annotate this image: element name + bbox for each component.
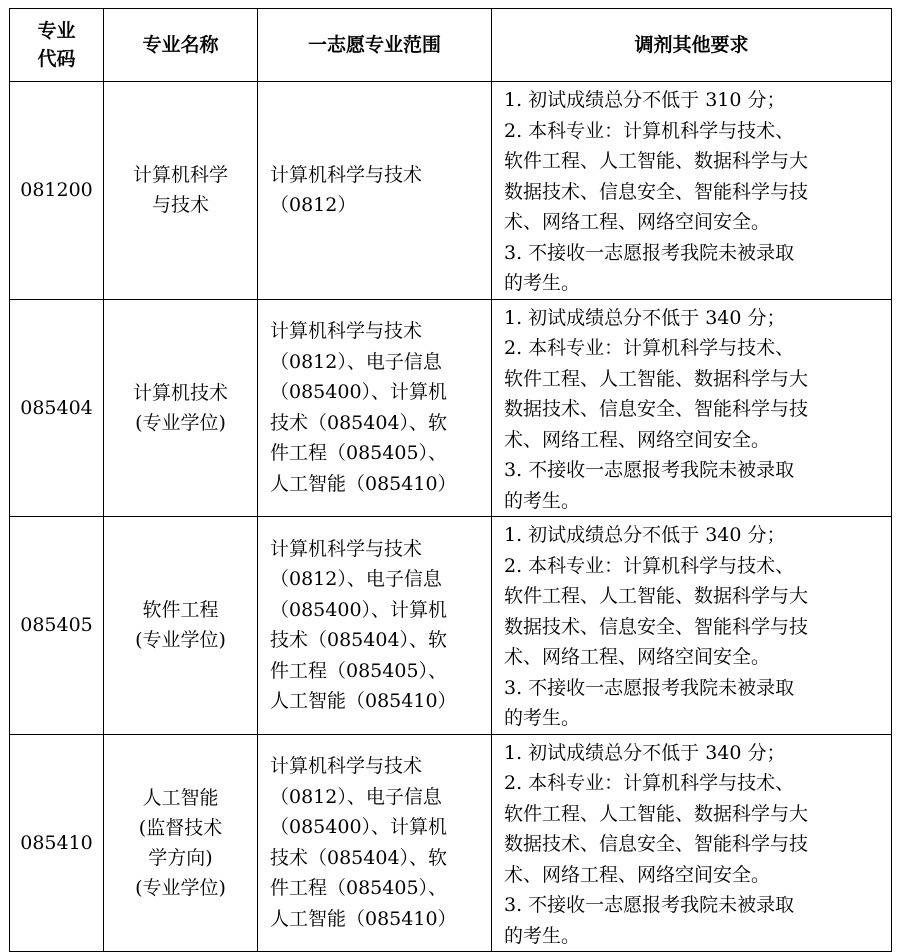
req-line: 的考生。 — [504, 489, 581, 512]
range-line: 计算机科学与技术 — [270, 755, 423, 778]
table-row — [10, 734, 892, 952]
adjustment-table — [9, 8, 892, 952]
range-line: 技术（085404）、软 — [270, 411, 448, 434]
req-line: 软件工程、人工智能、数据科学与大 — [504, 585, 809, 607]
major-name-line: (监督技术 — [138, 816, 223, 839]
major-name-line: (专业学位) — [135, 411, 226, 434]
first-choice-range — [258, 82, 492, 300]
header-code — [10, 9, 104, 82]
range-line: 人工智能（085410） — [270, 472, 457, 495]
first-choice-range — [258, 734, 492, 952]
range-line: （0812）、电子信息 — [270, 568, 442, 591]
major-name-line: 计算机技术 — [132, 381, 228, 404]
req-line: 数据技术、信息安全、智能科学与技 — [504, 180, 809, 203]
req-line: 3. 不接收一志愿报考我院未被录取 — [504, 676, 795, 699]
req-line: 1. 初试成绩总分不低于 340 分； — [504, 741, 786, 764]
table-row — [10, 299, 892, 517]
major-name-line: (专业学位) — [135, 876, 226, 899]
range-line: （0812）、电子信息 — [270, 350, 442, 373]
major-name — [104, 82, 258, 300]
range-line: （0812） — [270, 194, 357, 217]
req-line: 2. 本科专业：计算机科学与技术、 — [504, 337, 795, 359]
range-line: 计算机科学与技术 — [270, 537, 423, 560]
range-line: 件工程（085405）、 — [270, 659, 448, 682]
req-line: 2. 本科专业：计算机科学与技术、 — [504, 772, 795, 794]
req-line: 数据技术、信息安全、智能科学与技 — [504, 615, 809, 638]
header-req: 调剂其他要求 — [492, 9, 892, 82]
header-code-line2: 代码 — [37, 48, 76, 70]
range-line: （085400）、计算机 — [270, 381, 448, 404]
range-line: 件工程（085405）、 — [270, 877, 448, 900]
major-code: 085404 — [10, 299, 104, 517]
req-line: 1. 初试成绩总分不低于 340 分； — [504, 306, 786, 329]
major-name-line: 计算机科学 — [132, 164, 228, 187]
first-choice-range — [258, 299, 492, 517]
range-line: （085400）、计算机 — [270, 816, 448, 839]
range-line: 件工程（085405）、 — [270, 442, 448, 465]
req-line: 的考生。 — [504, 707, 581, 729]
requirements — [492, 517, 892, 735]
req-line: 术、网络工程、网络空间安全。 — [504, 646, 771, 668]
req-line: 2. 本科专业：计算机科学与技术、 — [504, 119, 795, 142]
req-line: 3. 不接收一志愿报考我院未被录取 — [504, 894, 795, 916]
range-line: 计算机科学与技术 — [270, 163, 423, 186]
first-choice-range — [258, 517, 492, 735]
range-line: 计算机科学与技术 — [270, 320, 423, 343]
major-name-line: 与技术 — [151, 194, 209, 217]
req-line: 的考生。 — [504, 272, 581, 294]
req-line: 3. 不接收一志愿报考我院未被录取 — [504, 241, 795, 264]
major-code: 085410 — [10, 734, 104, 952]
range-line: 技术（085404）、软 — [270, 629, 448, 652]
header-code-line1: 专业 — [37, 20, 76, 42]
range-line: （085400）、计算机 — [270, 598, 448, 621]
major-code: 085405 — [10, 517, 104, 735]
table-row — [10, 82, 892, 300]
major-name-line: 学方向) — [148, 846, 213, 869]
req-line: 术、网络工程、网络空间安全。 — [504, 863, 771, 886]
req-line: 1. 初试成绩总分不低于 310 分； — [504, 89, 786, 111]
requirements — [492, 734, 892, 952]
range-line: 人工智能（085410） — [270, 907, 457, 930]
req-line: 软件工程、人工智能、数据科学与大 — [504, 367, 809, 390]
major-name-line: (专业学位) — [135, 629, 226, 652]
major-name — [104, 517, 258, 735]
major-code: 081200 — [10, 82, 104, 300]
table-row — [10, 517, 892, 735]
major-name — [104, 734, 258, 952]
major-name-line: 人工智能 — [142, 786, 219, 809]
req-line: 数据技术、信息安全、智能科学与技 — [504, 398, 809, 420]
req-line: 3. 不接收一志愿报考我院未被录取 — [504, 459, 795, 481]
req-line: 1. 初试成绩总分不低于 340 分； — [504, 524, 786, 546]
major-name-line: 软件工程 — [142, 599, 219, 622]
header-name: 专业名称 — [104, 9, 258, 82]
requirements — [492, 299, 892, 517]
range-line: 技术（085404）、软 — [270, 846, 448, 869]
req-line: 2. 本科专业：计算机科学与技术、 — [504, 554, 795, 577]
req-line: 的考生。 — [504, 924, 581, 947]
req-line: 软件工程、人工智能、数据科学与大 — [504, 802, 809, 825]
req-line: 术、网络工程、网络空间安全。 — [504, 211, 771, 233]
range-line: （0812）、电子信息 — [270, 785, 442, 808]
range-line: 人工智能（085410） — [270, 690, 457, 713]
req-line: 术、网络工程、网络空间安全。 — [504, 428, 771, 451]
header-range: 一志愿专业范围 — [258, 9, 492, 82]
header-row — [10, 9, 892, 82]
requirements — [492, 82, 892, 300]
req-line: 数据技术、信息安全、智能科学与技 — [504, 833, 809, 855]
major-name — [104, 299, 258, 517]
req-line: 软件工程、人工智能、数据科学与大 — [504, 150, 809, 172]
